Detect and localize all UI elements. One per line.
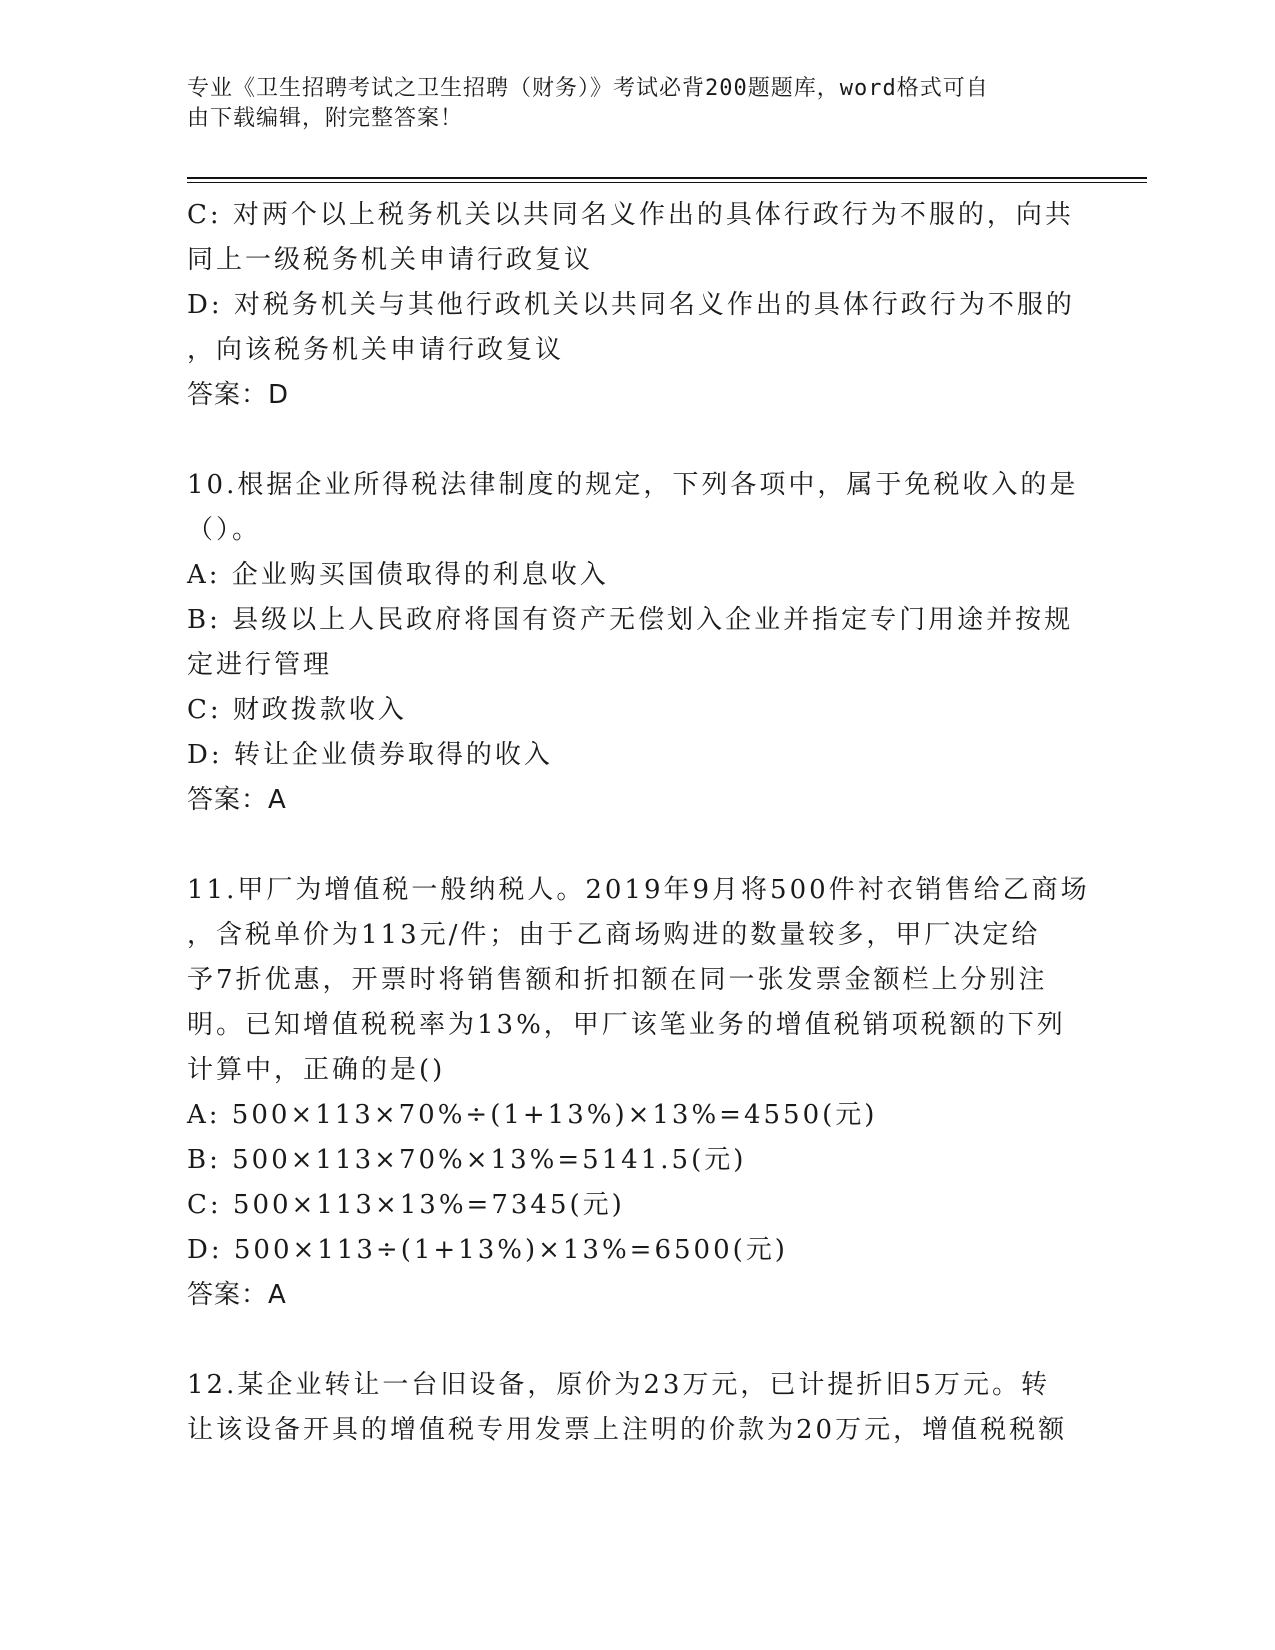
q10-option-a: A: 企业购买国债取得的利息收入 xyxy=(187,560,609,590)
question-11 xyxy=(187,868,1090,1318)
q11-stem-line-4: 明。已知增值税税率为13%，甲厂该笔业务的增值税销项税额的下列 xyxy=(187,1010,1066,1040)
header-divider-thick xyxy=(187,177,1147,179)
q11-option-d: D: 500×113÷(1+13%)×13%=6500(元) xyxy=(187,1235,788,1265)
q12-stem-line-1: 12.某企业转让一台旧设备，原价为23万元，已计提折旧5万元。转 xyxy=(187,1370,1050,1400)
spacer xyxy=(187,418,1077,463)
spacer xyxy=(187,1318,1077,1363)
question-10 xyxy=(187,463,1077,823)
question-content xyxy=(187,193,1090,1453)
spacer xyxy=(187,823,1077,868)
q11-stem-line-2: ，含税单价为113元/件；由于乙商场购进的数量较多，甲厂决定给 xyxy=(187,920,1041,950)
q10-option-c: C: 财政拨款收入 xyxy=(187,695,407,725)
header-line-2: 由下载编辑，附完整答案！ xyxy=(187,106,464,131)
q11-option-c: C: 500×113×13%=7345(元) xyxy=(187,1190,625,1220)
q9-option-d-line-2: ，向该税务机关申请行政复议 xyxy=(187,335,565,365)
q10-answer: 答案：A xyxy=(187,785,287,815)
q11-option-a: A: 500×113×70%÷(1+13%)×13%=4550(元) xyxy=(187,1100,878,1130)
q9-option-d-line-1: D: 对税务机关与其他行政机关以共同名义作出的具体行政行为不服的 xyxy=(187,290,1075,320)
q11-stem-line-1: 11.甲厂为增值税一般纳税人。2019年9月将500件衬衣销售给乙商场 xyxy=(187,875,1090,905)
q11-stem-line-3: 予7折优惠，开票时将销售额和折扣额在同一张发票金额栏上分别注 xyxy=(187,965,1048,995)
document-header xyxy=(187,74,1087,134)
question-12-partial xyxy=(187,1363,1077,1453)
question-9-partial xyxy=(187,193,1077,418)
q10-stem-line-1: 10.根据企业所得税法律制度的规定，下列各项中，属于免税收入的是 xyxy=(187,470,1079,500)
q9-answer: 答案：D xyxy=(187,380,290,410)
header-divider-thin xyxy=(187,182,1147,183)
q10-option-d: D: 转让企业债券取得的收入 xyxy=(187,740,553,770)
q11-stem-line-5: 计算中，正确的是() xyxy=(187,1055,446,1085)
q10-stem-line-2: （）。 xyxy=(187,515,262,545)
q9-option-c-line-1: C: 对两个以上税务机关以共同名义作出的具体行政行为不服的，向共 xyxy=(187,200,1074,230)
q12-stem-line-2: 让该设备开具的增值税专用发票上注明的价款为20万元，增值税税额 xyxy=(187,1415,1068,1445)
q10-option-b-line-2: 定进行管理 xyxy=(187,650,333,680)
q9-option-c-line-2: 同上一级税务机关申请行政复议 xyxy=(187,245,594,275)
q11-option-b: B: 500×113×70%×13%=5141.5(元) xyxy=(187,1145,747,1175)
q10-option-b-line-1: B: 县级以上人民政府将国有资产无偿划入企业并指定专门用途并按规 xyxy=(187,605,1074,635)
header-line-1: 专业《卫生招聘考试之卫生招聘（财务）》考试必背200题题库，word格式可自 xyxy=(187,76,989,101)
q11-answer: 答案：A xyxy=(187,1280,287,1310)
